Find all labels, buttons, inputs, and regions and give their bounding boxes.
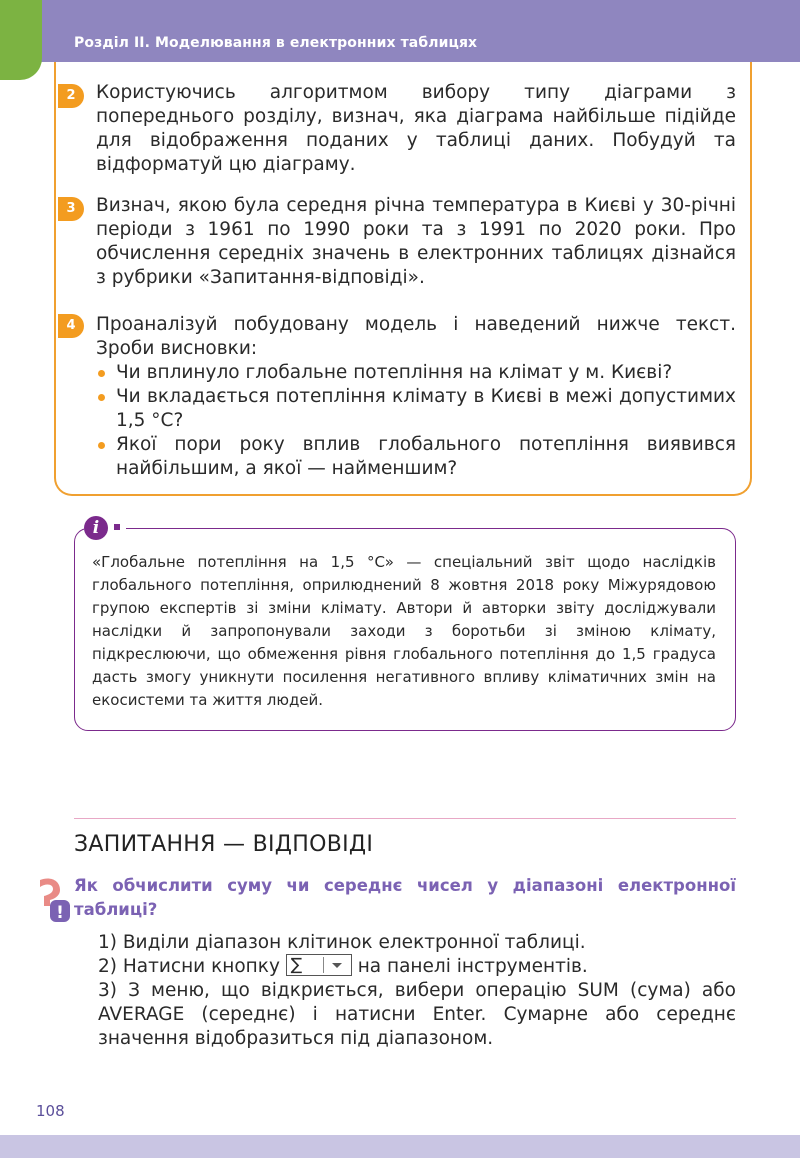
step-1: 1) Виділи діапазон клітинок електронної таблиці. [98,932,586,953]
qa-section-title: ЗАПИТАННЯ — ВІДПОВІДІ [74,832,374,857]
step-2: 2) Натисни кнопку ∑ на панелі інструментів. [98,955,588,977]
dropdown-arrow-icon [332,963,342,968]
header-band [0,0,800,62]
info-text: «Глобальне потепління на 1,5 °C» — спеціальний звіт щодо наслідків глобального потепління, оприлюднений 8 жовтня 2018 року Міжурядовою групою експертів зі зміни клімату. Автори й авторки звіту досліджували наслідки й запропонували заходи з боротьби зі зміною клімату, підкреслюючи, що обмеження рівня глобального потепління до 1,5 градуса дасть змогу уникнути посилення негативного впливу кліматичних змін на екосистеми та життя людей. [92,553,716,709]
list-item: Якої пори року вплив глобального потепління виявився найбільшим, а якої — найменшим? [96,433,736,481]
task-4-text: Проаналізуй побудовану модель і наведений нижче текст. Зроби висновки: [96,314,736,359]
page-number: 108 [36,1102,65,1120]
footer-band [0,1135,800,1158]
question-answer-icon [34,876,74,926]
qa-answer-steps [98,931,736,1051]
info-icon: i [84,516,108,540]
list-item: Чи вкладається потепління клімату в Києві в межі допустимих 1,5 °C? [96,385,736,433]
sigma-icon: ∑ [290,955,303,975]
task-3-text: Визнач, якою була середня річна температура в Києві у 30-річні періоди з 1961 по 1990 роки та з 1991 по 2020 роки. Про обчислення середніх значень в електронних таблицях дізнайся з рубрики «Запитання-відповіді». [96,195,736,288]
autosum-button[interactable] [286,954,352,976]
task-number-3: 3 [58,197,84,221]
task-4-bullets [96,361,736,481]
chapter-title: Розділ II. Моделювання в електронних таблицях [74,35,478,51]
chapter-tab [0,0,42,80]
task-number-4: 4 [58,314,84,338]
list-item: Чи вплинуло глобальне потепління на клімат у м. Києві? [96,361,736,385]
qa-question: Як обчислити суму чи середнє чисел у діапазоні електронної таблиці? [74,876,736,919]
bullet-icon [98,370,105,377]
info-marker [114,524,120,530]
task-4 [96,313,736,481]
section-divider [74,818,736,819]
svg-text:!: ! [56,903,64,923]
bullet-icon [98,442,105,449]
bullet-icon [98,394,105,401]
step-3: 3) З меню, що відкриється, вибери операцію SUM (сума) або AVERAGE (середнє) і натисни Enter. Сумарне або середнє значення відобразиться під діапазоном. [98,980,736,1049]
task-2-text: Користуючись алгоритмом вибору типу діаграми з попереднього розділу, визнач, яка діаграма найбільше підійде для відображення поданих у таблиці даних. Побудуй та відформатуй цю діаграму. [96,82,736,175]
task-number-2: 2 [58,84,84,108]
